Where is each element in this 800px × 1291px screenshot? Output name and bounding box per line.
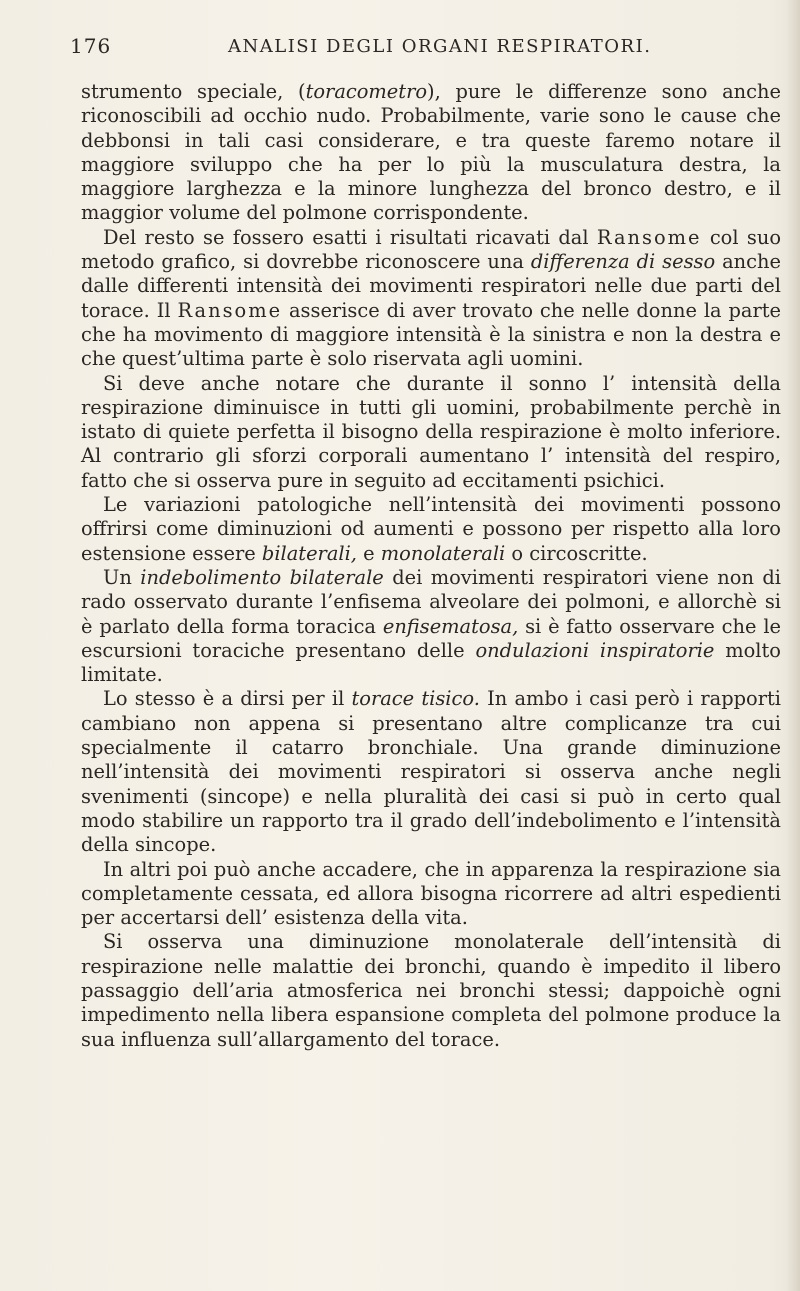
page-number: 176 bbox=[70, 34, 112, 58]
term-differenza-di-sesso: differenza di sesso bbox=[530, 250, 716, 274]
paragraph-6: Lo stesso è a dirsi per il torace tisico. In ambo i casi però i rapporti cambiano non appena si presentano altre complicanze tra cui specialmente il catarro bronchiale. Una grande diminuzione nell’intensità dei movimenti respiratori si osserva anche negli svenimenti (sincope) e nella pluralità dei casi si può in certo qual modo stabilire un rapporto tra il grado dell’indebolimento e l’intensità della sincope. bbox=[81, 687, 781, 857]
paragraph-4: Le variazioni patologiche nell’intensità dei movimenti possono offrirsi come diminuzioni od aumenti e possono per rispetto alla loro estensione essere bilaterali, e monolaterali o circoscritte. bbox=[81, 493, 781, 565]
term-ondulazioni-inspiratorie: ondulazioni inspiratorie bbox=[475, 638, 715, 662]
term-toracometro: toracometro bbox=[305, 80, 428, 103]
term-torace-tisico: torace tisico. bbox=[351, 687, 480, 711]
term-monolaterali: monolaterali bbox=[380, 541, 506, 565]
body-text bbox=[81, 80, 781, 1052]
paragraph-7: In altri poi può anche accadere, che in apparenza la respirazione sia completamente cessata, ed allora bisogna ricorrere ad altri espedienti per accertarsi dell’ esistenza della vita. bbox=[81, 857, 781, 930]
author-ransome: Ransome bbox=[177, 298, 283, 322]
term-enfisematosa: enfisematosa, bbox=[382, 614, 519, 638]
paragraph-8: Si osserva una diminuzione monolaterale dell’intensità di respirazione nelle malattie dei bronchi, quando è impedito il libero passaggio dell’aria atmosferica nei bronchi stessi; dappoichè ogni impedimento nella libera espansione completa del polmone produce la sua influenza sull’allargamento del torace. bbox=[81, 930, 781, 1051]
author-ransome: Ransome bbox=[596, 225, 702, 249]
running-title: ANALISI DEGLI ORGANI RESPIRATORI. bbox=[228, 36, 652, 57]
term-indebolimento-bilaterale: indebolimento bilaterale bbox=[140, 565, 384, 589]
paragraph-5: Un indebolimento bilaterale dei movimenti respiratori viene non di rado osservato durante l’enfisema alveolare dei polmoni, e allorchè si è parlato della forma toracica enfisematosa, si è fatto osservare che le escursioni toraciche presentano delle ondulazioni inspiratorie molto limitate. bbox=[81, 565, 782, 687]
paragraph-1: strumento speciale, (toracometro), pure le differenze sono anche riconoscibili ad occhio nudo. Probabilmente, varie sono le cause che debbonsi in tali casi considerare, e tra queste faremo notare il maggiore sviluppo che ha per lo più la musculatura destra, la maggiore larghezza e la minore lunghezza del bronco destro, e il maggior volume del polmone corrispondente. bbox=[81, 80, 781, 225]
page-edge-shadow bbox=[786, 0, 800, 1291]
paragraph-3: Si deve anche notare che durante il sonno l’ intensità della respirazione diminuisce in tutti gli uomini, probabilmente perchè in istato di quiete perfetta il bisogno della respirazione è molto inferiore. Al contrario gli sforzi corporali aumentano l’ intensità del respiro, fatto che si osserva pure in seguito ad eccitamenti psichici. bbox=[81, 371, 781, 492]
term-bilaterali: bilaterali, bbox=[261, 541, 357, 565]
running-head bbox=[70, 34, 782, 64]
paragraph-2: Del resto se fossero esatti i risultati ricavati dal Ransome col suo metodo grafico, si dovrebbe riconoscere una differenza di sesso anche dalle differenti intensità dei movimenti respiratori nelle due parti del torace. Il Ransome asserisce di aver trovato che nelle donne la parte che ha movimento di maggiore intensità è la sinistra e non la destra e che quest’ultima parte è solo riservata agli uomini. bbox=[81, 225, 782, 371]
